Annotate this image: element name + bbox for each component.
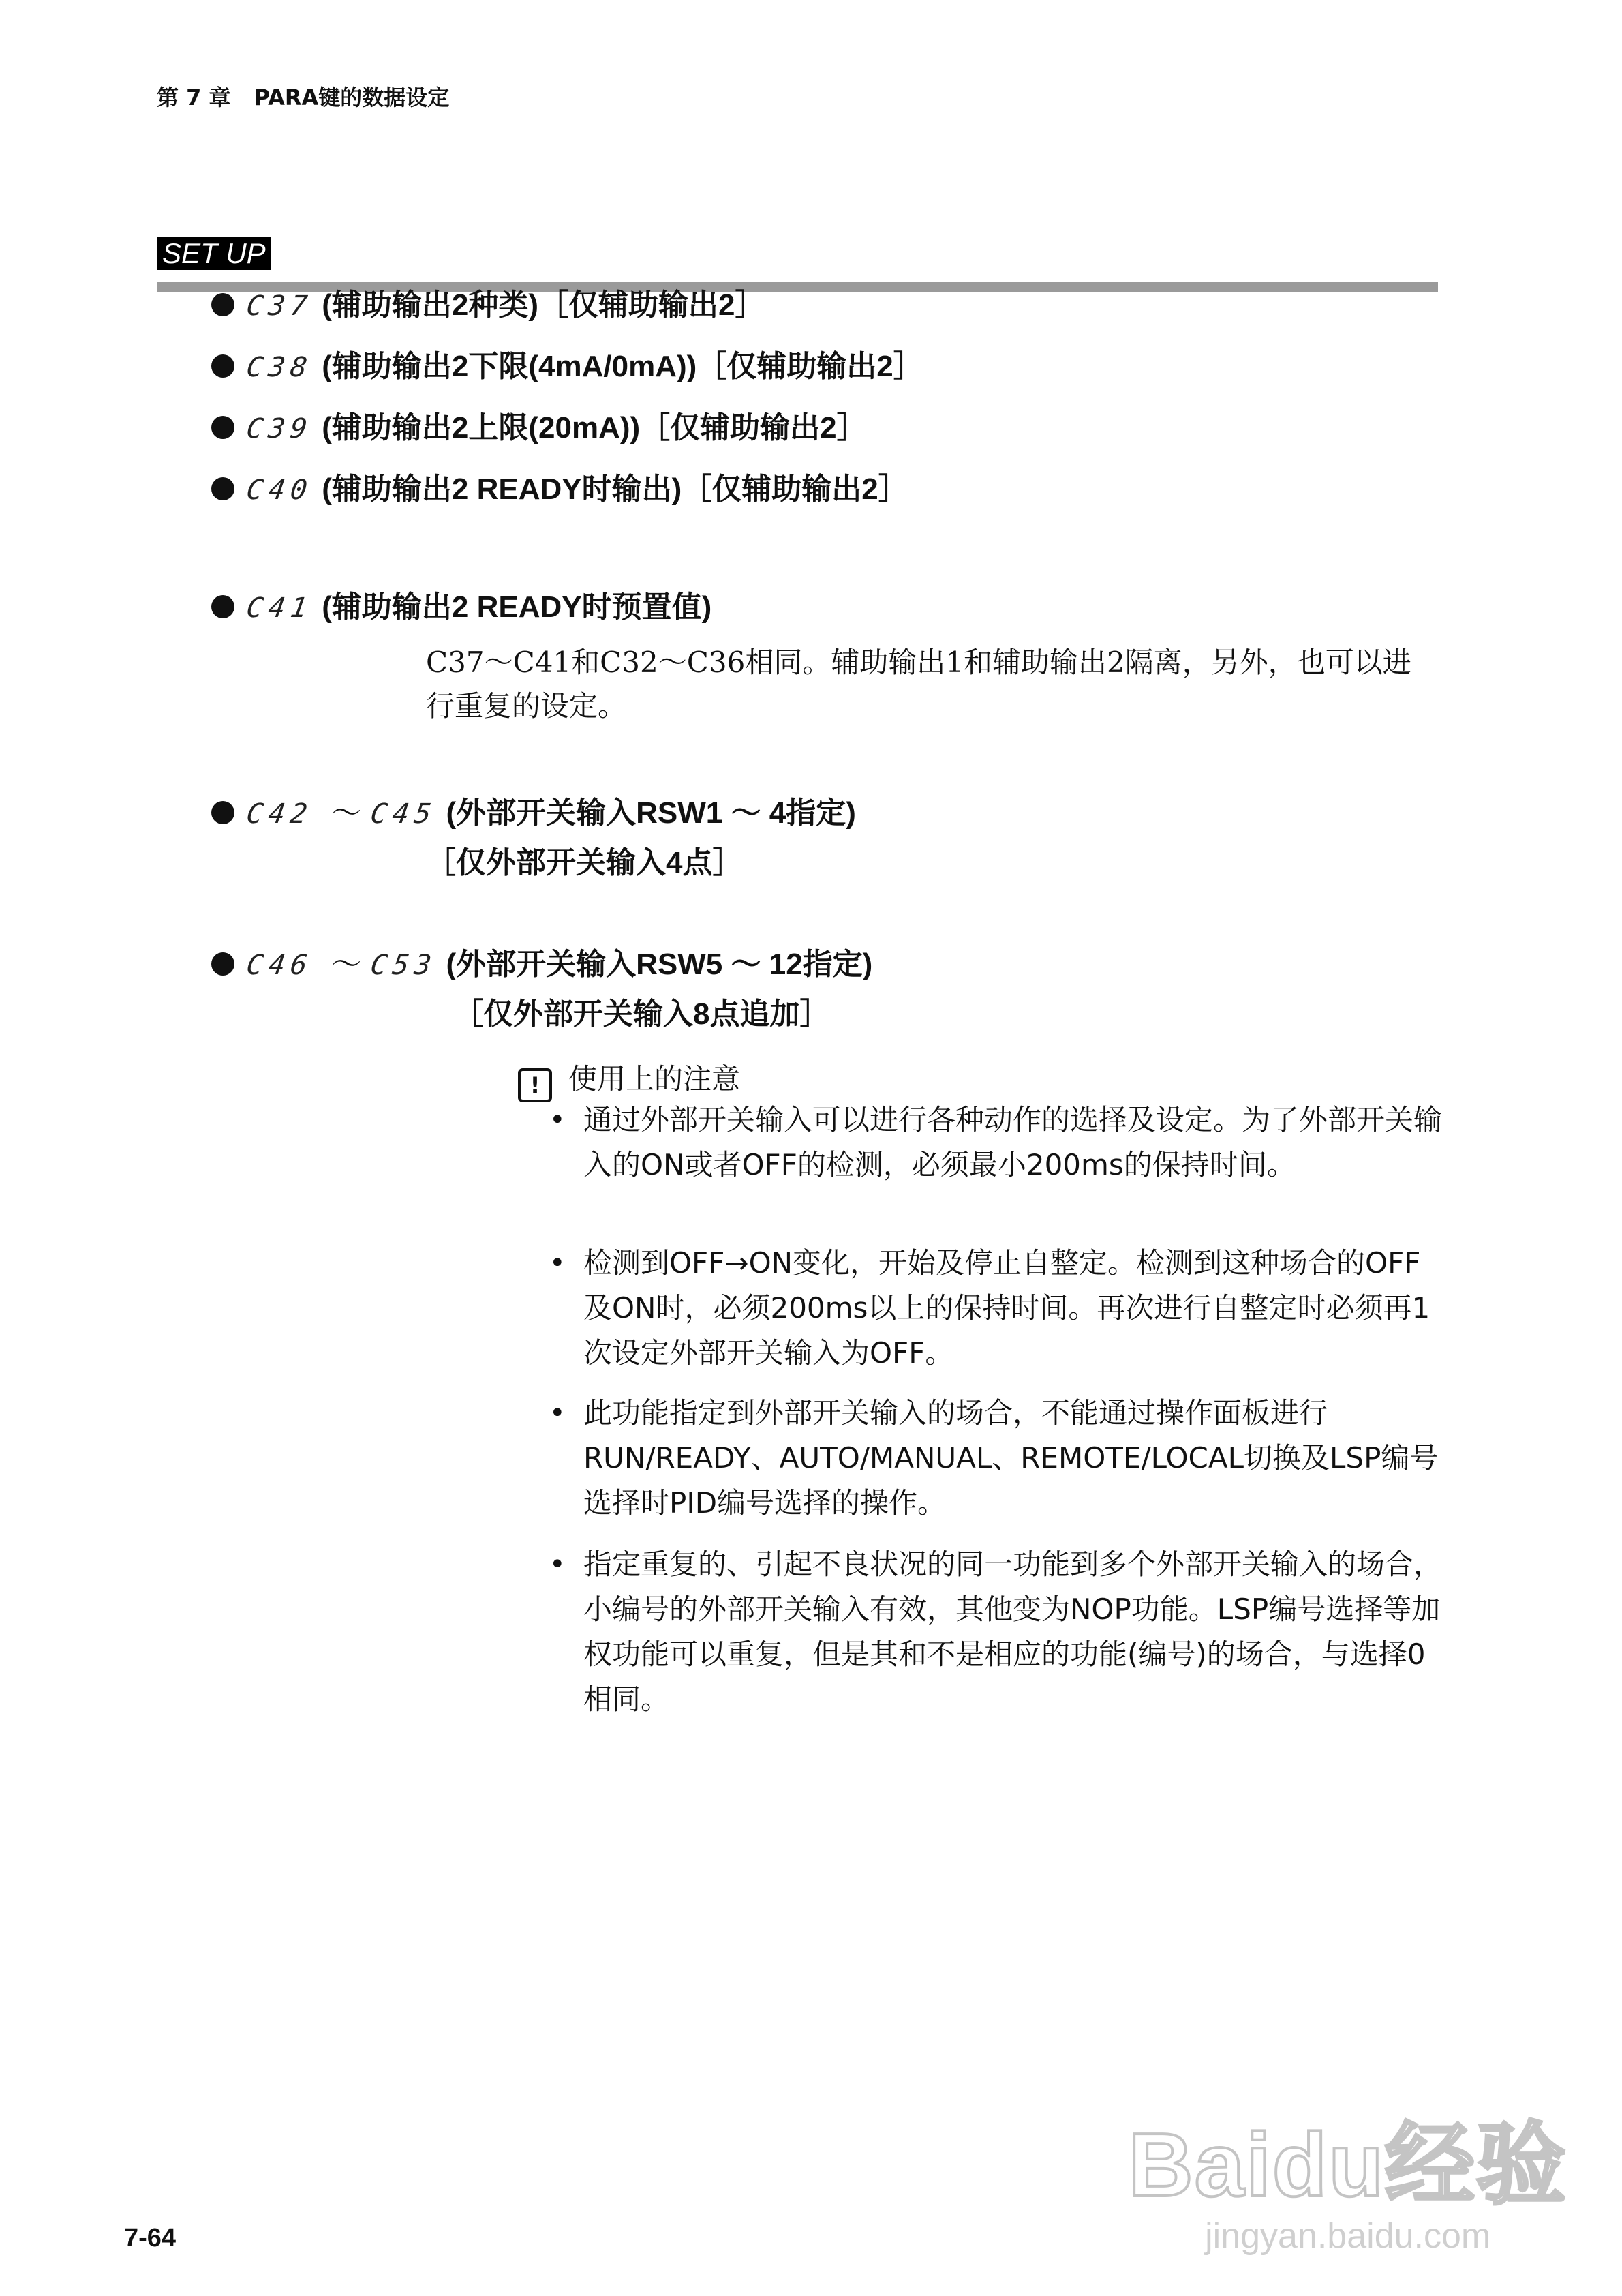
watermark-url: jingyan.baidu.com <box>1205 2216 1491 2256</box>
item-text: (辅助输出2下限(4mA/0mA))［仅辅助输出2］ <box>322 350 923 383</box>
segment-code: C37 <box>244 290 315 322</box>
bullet-icon: • <box>549 1248 566 1279</box>
note-bullet-2 <box>549 1241 1449 1376</box>
item-text: (辅助输出2种类)［仅辅助输出2］ <box>322 288 765 322</box>
range1-sub <box>426 844 742 882</box>
bullet-dot-icon <box>211 952 234 976</box>
item-text: (辅助输出2 READY时预置值) <box>322 590 712 624</box>
note-bullet-text: 此功能指定到外部开关输入的场合，不能通过操作面板进行RUN/READY、AUTO/MANUAL、REMOTE/LOCAL切换及LSP编号选择时PID编号选择的操作。 <box>583 1396 1439 1520</box>
note-bullet-3 <box>549 1391 1449 1526</box>
chapter-title: PARA键的数据设定 <box>254 85 450 110</box>
c41-description: C37～C41和C32～C36相同。辅助输出1和辅助输出2隔离，另外，也可以进行重复的设定。 <box>426 646 1411 723</box>
bullet-dot-icon <box>211 801 234 824</box>
page-number: 7-64 <box>124 2224 177 2252</box>
item-c39 <box>211 409 867 448</box>
bullet-icon: • <box>549 1549 566 1580</box>
range2-sub <box>453 995 829 1033</box>
note-header <box>518 1060 740 1102</box>
bullet-icon: • <box>549 1104 566 1136</box>
watermark-logo <box>1128 2115 1567 2256</box>
item-text: (外部开关输入RSW5 ～ 12指定) <box>446 948 873 981</box>
item-c37 <box>211 286 765 325</box>
segment-code: C41 <box>244 592 315 624</box>
bullet-dot-icon <box>211 354 234 378</box>
watermark-main: Baidu经验 <box>1128 2115 1567 2215</box>
range2-sub-text: ［仅外部开关输入8点追加］ <box>453 997 830 1031</box>
note-bullet-text: 通过外部开关输入可以进行各种动作的选择及设定。为了外部开关输入的ON或者OFF的检测，必须最小200ms的保持时间。 <box>583 1103 1443 1181</box>
segment-code: C45 <box>369 798 439 830</box>
segment-code: C40 <box>244 474 315 506</box>
range1-sub-text: ［仅外部开关输入4点］ <box>426 846 743 879</box>
segment-code: C53 <box>369 950 439 981</box>
range-separator: ～ <box>331 796 362 830</box>
note-bullet-text: 指定重复的、引起不良状况的同一功能到多个外部开关输入的场合，小编号的外部开关输入有效，其他变为NOP功能。LSP编号选择等加权功能可以重复，但是其和不是相应的功能(编号)的场合，与选择0相同。 <box>583 1547 1443 1716</box>
warning-icon: ! <box>518 1068 552 1102</box>
segment-code: C42 <box>244 798 315 830</box>
item-c40 <box>211 470 908 509</box>
note-title: 使用上的注意 <box>568 1062 741 1096</box>
section-tag: SET UP <box>157 237 271 270</box>
item-c38 <box>211 348 923 387</box>
segment-code: C39 <box>244 413 315 444</box>
segment-code: C38 <box>244 352 315 383</box>
item-text: (外部开关输入RSW1 ～ 4指定) <box>446 796 856 830</box>
bullet-dot-icon <box>211 595 234 618</box>
note-bullet-4 <box>549 1542 1449 1722</box>
page-header <box>157 80 449 112</box>
item-c42-c45 <box>211 794 856 833</box>
range-separator: ～ <box>331 947 362 982</box>
item-c46-c53 <box>211 946 872 984</box>
chapter-label: 第 7 章 <box>157 85 231 110</box>
item-c41 <box>211 588 711 627</box>
note-bullet-text: 检测到OFF→ON变化，开始及停止自整定。检测到这种场合的OFF及ON时，必须200ms以上的保持时间。再次进行自整定时必须再1次设定外部开关输入为OFF。 <box>583 1246 1430 1370</box>
segment-code: C46 <box>244 950 315 981</box>
bullet-dot-icon <box>211 477 234 500</box>
note-bullet-1 <box>549 1098 1449 1188</box>
bullet-dot-icon <box>211 293 234 316</box>
item-text: (辅助输出2 READY时输出)［仅辅助输出2］ <box>322 472 908 506</box>
bullet-dot-icon <box>211 416 234 439</box>
item-text: (辅助输出2上限(20mA))［仅辅助输出2］ <box>322 411 867 444</box>
bullet-icon: • <box>549 1398 566 1429</box>
